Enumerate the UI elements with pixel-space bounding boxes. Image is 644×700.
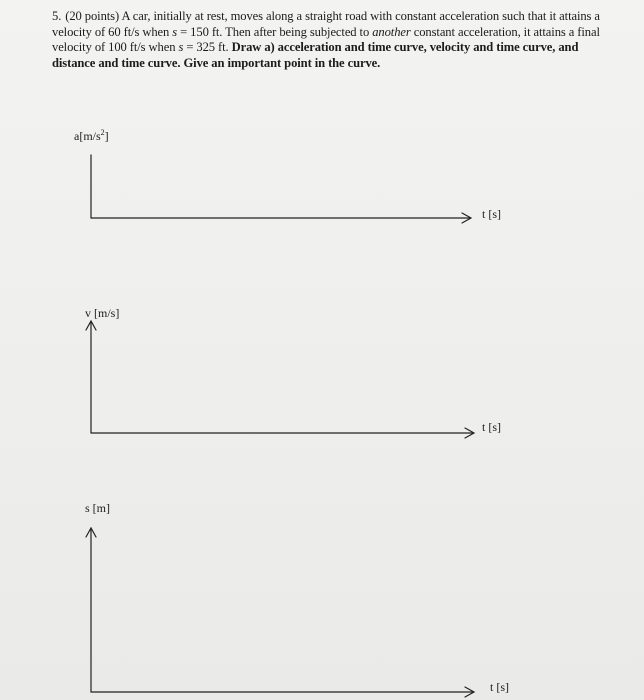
variable-s: s xyxy=(178,40,184,54)
question-text-part-2: = 150 ft. Then after being subjected to xyxy=(177,24,373,39)
distance-x-axis-label: t [s] xyxy=(490,680,509,694)
question-text-part-4: = 325 ft. xyxy=(183,40,232,54)
acceleration-graph xyxy=(91,155,471,223)
question-text-part-3: constant acceleration, it attains a final velocity of 100 ft/s when xyxy=(52,24,600,54)
velocity-graph xyxy=(86,321,474,438)
question-points: (20 points) xyxy=(65,9,120,23)
emphasis-another: another xyxy=(372,24,411,39)
distance-y-axis-label: s [m] xyxy=(85,501,110,515)
question-instructions: Draw a) acceleration and time curve, velocity and time curve, and distance and time curve. Give an important point in the curve. xyxy=(52,40,579,70)
variable-s: s xyxy=(172,24,178,39)
question-number: 5. xyxy=(52,9,62,23)
distance-graph xyxy=(86,528,474,697)
acceleration-y-axis-label: $a[m/s^2]$ xyxy=(74,128,109,143)
question-text-part-1: A car, initially at rest, moves along a straight road with constant acceleration such that it attains a velocity of 60 ft/s when xyxy=(52,9,600,39)
velocity-x-axis-label: t [s] xyxy=(482,420,501,434)
acceleration-x-axis-label: t [s] xyxy=(482,207,501,221)
velocity-y-axis-label: v [m/s] xyxy=(85,306,120,320)
